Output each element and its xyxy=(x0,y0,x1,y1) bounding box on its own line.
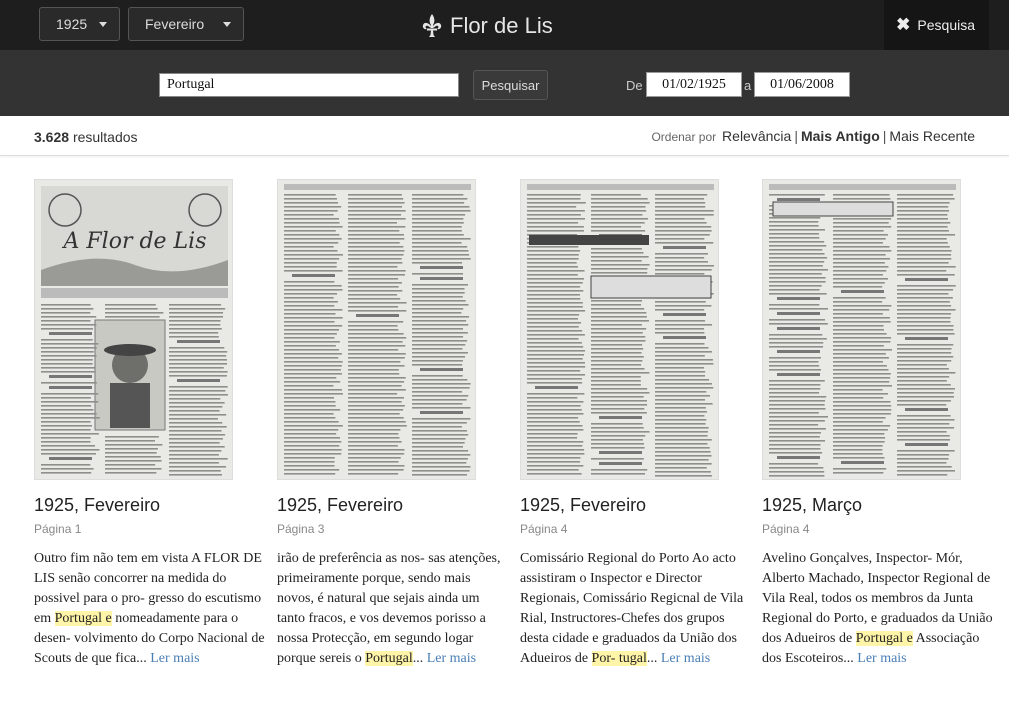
read-more-link[interactable]: Ler mais xyxy=(857,651,907,666)
result-card xyxy=(277,179,501,669)
card-page: Página 4 xyxy=(520,522,568,536)
date-from-label: De xyxy=(626,78,643,93)
newspaper-page-image xyxy=(521,180,719,480)
card-snippet xyxy=(277,549,509,669)
card-title[interactable]: 1925, Março xyxy=(762,495,863,515)
highlighted-term: Portugal e xyxy=(855,631,913,646)
sort-separator: | xyxy=(794,128,798,144)
caret-down-icon xyxy=(223,22,231,27)
year-dropdown-label: 1925 xyxy=(56,16,88,32)
card-title[interactable]: 1925, Fevereiro xyxy=(34,495,161,515)
highlighted-term: Portugal e xyxy=(54,611,112,626)
snippet-text: Outro fim não tem em vista A FLOR DE LIS senão concorrer na medida do possivel para o pro- gresso do escutismo em xyxy=(34,551,262,626)
search-button[interactable]: Pesquisar xyxy=(473,70,548,100)
card-snippet xyxy=(762,549,994,669)
month-dropdown-label: Fevereiro xyxy=(145,16,205,32)
snippet-text: nomeadamente para o desen- volvimento do Corpo Nacional de Scouts de que fica... xyxy=(34,611,265,666)
brand-logo[interactable] xyxy=(422,11,553,41)
result-card xyxy=(762,179,993,669)
top-bar xyxy=(0,0,1009,50)
snippet-text: ... xyxy=(412,651,424,666)
highlighted-term: Por- tugal xyxy=(591,651,647,666)
date-to-label: a xyxy=(744,78,752,93)
caret-down-icon xyxy=(99,22,107,27)
card-title[interactable]: 1925, Fevereiro xyxy=(520,495,647,515)
results-count-number: 3.628 xyxy=(34,129,70,145)
results-header xyxy=(0,116,1009,156)
snippet-text: irão de preferência as nos- sas atenções, primeiramente porque, sendo mais novos, é natural que sejais ainda um tanto fracos, e vos devemos porisso a nossa Protecção, em segundo logar porque sereis o xyxy=(277,551,501,666)
search-toggle-button[interactable] xyxy=(884,0,989,50)
highlighted-term: Portugal xyxy=(365,651,413,666)
results-count-label: resultados xyxy=(72,129,138,145)
page-thumbnail[interactable] xyxy=(34,179,233,480)
sort-options xyxy=(651,128,975,144)
brand-title: Flor de Lis xyxy=(450,13,553,38)
snippet-text: Avelino Gonçalves, Inspector- Mór, Alberto Machado, Inspector Regional de Vila Real, todos os membros da Junta Regional do Porto, e graduados da União dos Adueiros de xyxy=(762,551,993,646)
close-icon: ✖ xyxy=(896,15,911,34)
search-toggle-label: Pesquisa xyxy=(917,17,975,33)
newspaper-page-image xyxy=(35,180,233,480)
snippet-text: ... xyxy=(646,651,658,666)
sort-newest[interactable]: Mais Recente xyxy=(889,128,975,144)
card-page: Página 3 xyxy=(277,522,325,536)
month-dropdown[interactable] xyxy=(128,7,244,41)
search-bar xyxy=(0,50,1009,116)
date-to-field[interactable] xyxy=(754,72,850,97)
card-page: Página 4 xyxy=(762,522,810,536)
search-input[interactable] xyxy=(159,73,459,97)
page-thumbnail[interactable] xyxy=(520,179,719,480)
page-thumbnail[interactable] xyxy=(762,179,961,480)
result-card xyxy=(520,179,744,669)
newspaper-page-image xyxy=(763,180,961,480)
svg-text:A Flor de Lis: A Flor de Lis xyxy=(63,229,207,254)
newspaper-page-image xyxy=(278,180,476,480)
card-snippet xyxy=(34,549,266,669)
result-card xyxy=(34,179,265,669)
read-more-link[interactable]: Ler mais xyxy=(426,651,477,666)
snippet-text: Associação dos Escoteiros... xyxy=(762,631,980,666)
sort-separator: | xyxy=(882,128,887,144)
date-from-field[interactable] xyxy=(646,72,742,97)
read-more-link[interactable]: Ler mais xyxy=(150,651,200,666)
year-dropdown[interactable] xyxy=(39,7,120,41)
page-thumbnail[interactable] xyxy=(277,179,476,480)
card-page: Página 1 xyxy=(34,522,82,536)
read-more-link[interactable]: Ler mais xyxy=(660,651,711,666)
sort-relevance[interactable]: Relevância xyxy=(722,128,792,144)
card-title[interactable]: 1925, Fevereiro xyxy=(277,495,404,515)
card-snippet xyxy=(520,549,752,669)
results-count xyxy=(34,129,138,145)
sort-prefix: Ordenar por xyxy=(651,130,717,144)
fleur-de-lis-icon xyxy=(422,13,442,39)
snippet-text: Comissário Regional do Porto Ao acto assistiram o Inspector e Director Regionais, Comissário Regicnal de Vila Rial, Instructores-Chefes dos grupos desta cidade e graduados da União dos Adueiros de xyxy=(520,551,744,666)
sort-oldest[interactable]: Mais Antigo xyxy=(800,128,880,144)
